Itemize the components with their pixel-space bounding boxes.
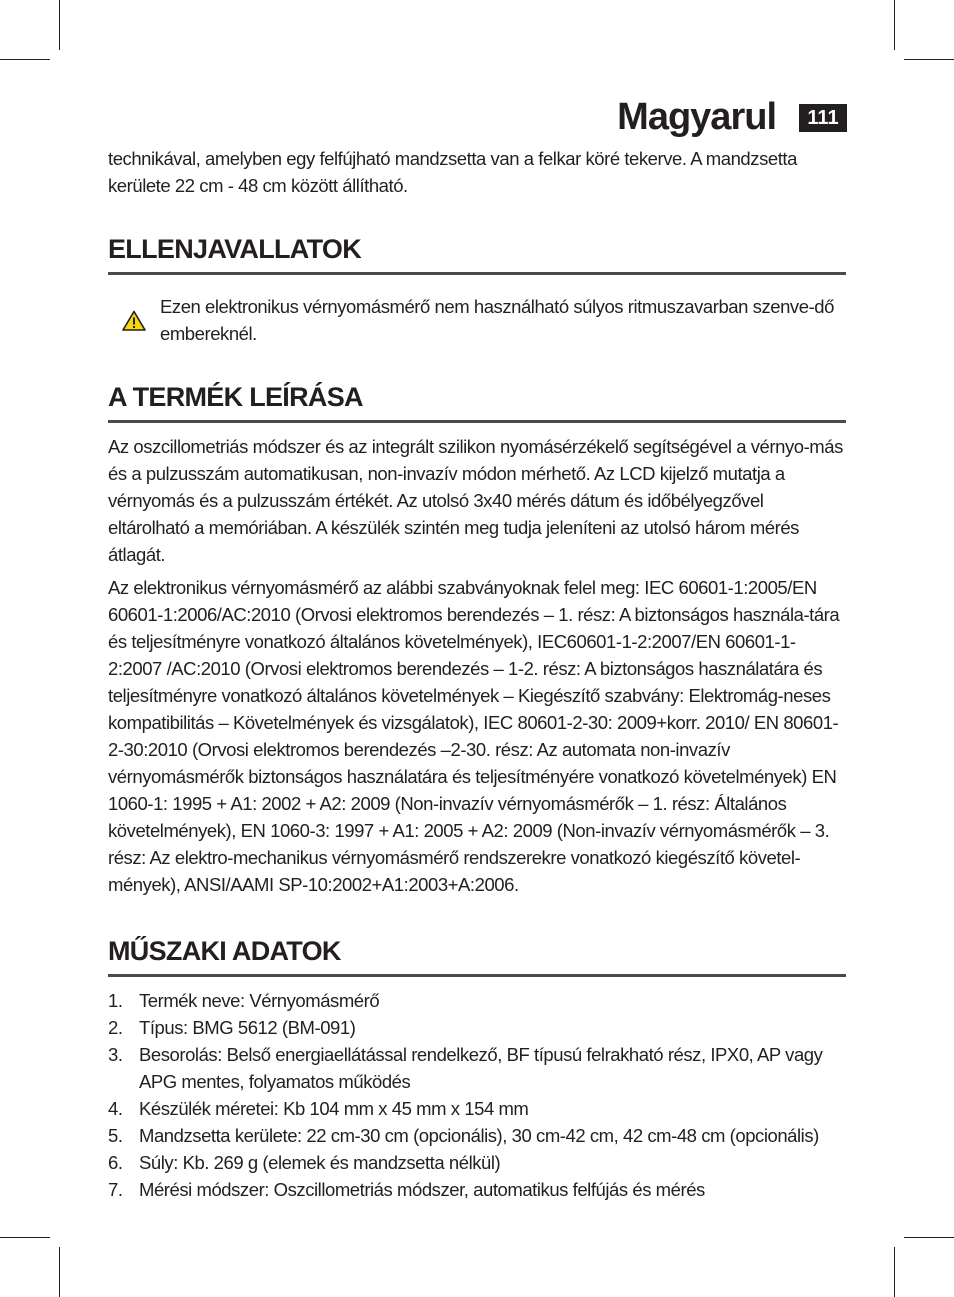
standards-paragraph: Az elektronikus vérnyomásmérő az alábbi szabványoknak felel meg: IEC 60601-1:2005/EN 60601-1:2006/AC:2010 (Orvosi elektromos berendezés – 1. rész: A biztonságos használa-tára és teljesítményre vonatkozó általános követelmények), IEC60601-1-2:2007/EN 60601-1-2:2007 /AC:2010 (Orvosi elektromos berendezés – 1-2. rész: A biztonságos használatára és teljesítményre vonatkozó általános követelmények – Kiegészítő szabvány: Elektromág-neses kompatibilitás – Követelmények és vizsgálatok), IEC 80601-2-30: 2009+korr. 2010/ EN 80601-2-30:2010 (Orvosi elektromos berendezés –2-30. rész: Az automata non-invazív vérnyomásmérők biztonságos használatára és teljesítményére vonatkozó követelmények) EN 1060-1: 1995 + A1: 2002 + A2: 2009 (Non-invazív vérnyomásmérők – 1. rész: Általános követelmények), EN 1060-3: 1997 + A1: 2005 + A2: 2009 (Non-invazív vérnyomásmérők – 3. rész: Az elektro-mechanikus vérnyomásmérő rendszerekre vonatkozó kiegészítő követel-mények), ANSI/AAMI SP-10:2002+A1:2003+A:2006. bbox=[108, 577, 840, 895]
page-language-title: Magyarul bbox=[617, 96, 776, 138]
list-item bbox=[108, 1122, 846, 1149]
warning-row bbox=[108, 293, 846, 347]
description-paragraph: Az oszcillometriás módszer és az integrált szilikon nyomásérzékelő segítségével a vérnyo-más és a pulzusszám automatikusan, non-invazív módon mérhető. Az LCD kijelző mutatja a vérnyomás és a pulzusszám értékét. Az utolsó 3x40 mérés dátum és időbélyegzővel eltárolható a memóriában. A készülék szintén meg tudja jeleníteni az utolsó három mérés átlagát. bbox=[108, 436, 843, 565]
product-description-section bbox=[108, 380, 846, 898]
technical-data-section bbox=[108, 934, 846, 1203]
list-item-text: Besorolás: Belső energiaellátással rendelkező, BF típusú felrakható rész, IPX0, AP vagy APG mentes, folyamatos működés bbox=[139, 1044, 823, 1092]
crop-mark bbox=[0, 1237, 50, 1238]
crop-mark bbox=[59, 0, 60, 50]
intro-block bbox=[108, 145, 846, 199]
list-item-text: Termék neve: Vérnyomásmérő bbox=[139, 990, 380, 1011]
list-item-number: 6. bbox=[108, 1152, 123, 1173]
crop-mark bbox=[59, 1247, 60, 1297]
intro-paragraph: technikával, amelyben egy felfújható mandzsetta van a felkar köré tekerve. A mandzsetta kerülete 22 cm - 48 cm között állítható. bbox=[108, 148, 797, 196]
section-title: ELLENJAVALLATOK bbox=[108, 232, 846, 275]
list-item-text: Mérési módszer: Oszcillometriás módszer, automatikus felfújás és mérés bbox=[139, 1179, 705, 1200]
list-item-number: 3. bbox=[108, 1044, 123, 1065]
list-item-number: 4. bbox=[108, 1098, 123, 1119]
crop-mark bbox=[904, 59, 954, 60]
crop-mark bbox=[894, 0, 895, 50]
spec-list bbox=[108, 987, 846, 1203]
list-item-text: Súly: Kb. 269 g (elemek és mandzsetta nélkül) bbox=[139, 1152, 501, 1173]
list-item bbox=[108, 1176, 846, 1203]
contraindications-section bbox=[108, 232, 846, 347]
crop-mark bbox=[0, 59, 50, 60]
list-item bbox=[108, 1095, 846, 1122]
warning-triangle-icon bbox=[108, 310, 160, 331]
list-item bbox=[108, 1014, 846, 1041]
list-item bbox=[108, 1041, 846, 1095]
list-item-number: 7. bbox=[108, 1179, 123, 1200]
crop-mark bbox=[904, 1237, 954, 1238]
list-item-text: Mandzsetta kerülete: 22 cm-30 cm (opcionális), 30 cm-42 cm, 42 cm-48 cm (opcionális) bbox=[139, 1125, 819, 1146]
list-item bbox=[108, 987, 846, 1014]
page-number-badge: 111 bbox=[799, 104, 847, 132]
section-title: MŰSZAKI ADATOK bbox=[108, 934, 846, 977]
section-title: A TERMÉK LEÍRÁSA bbox=[108, 380, 846, 423]
list-item-number: 1. bbox=[108, 990, 123, 1011]
crop-mark bbox=[894, 1247, 895, 1297]
list-item bbox=[108, 1149, 846, 1176]
list-item-number: 2. bbox=[108, 1017, 123, 1038]
warning-text: Ezen elektronikus vérnyomásmérő nem használható súlyos ritmuszavarban szenve-dő embereknél. bbox=[160, 296, 834, 344]
list-item-number: 5. bbox=[108, 1125, 123, 1146]
list-item-text: Készülék méretei: Kb 104 mm x 45 mm x 154 mm bbox=[139, 1098, 529, 1119]
list-item-text: Típus: BMG 5612 (BM-091) bbox=[139, 1017, 356, 1038]
